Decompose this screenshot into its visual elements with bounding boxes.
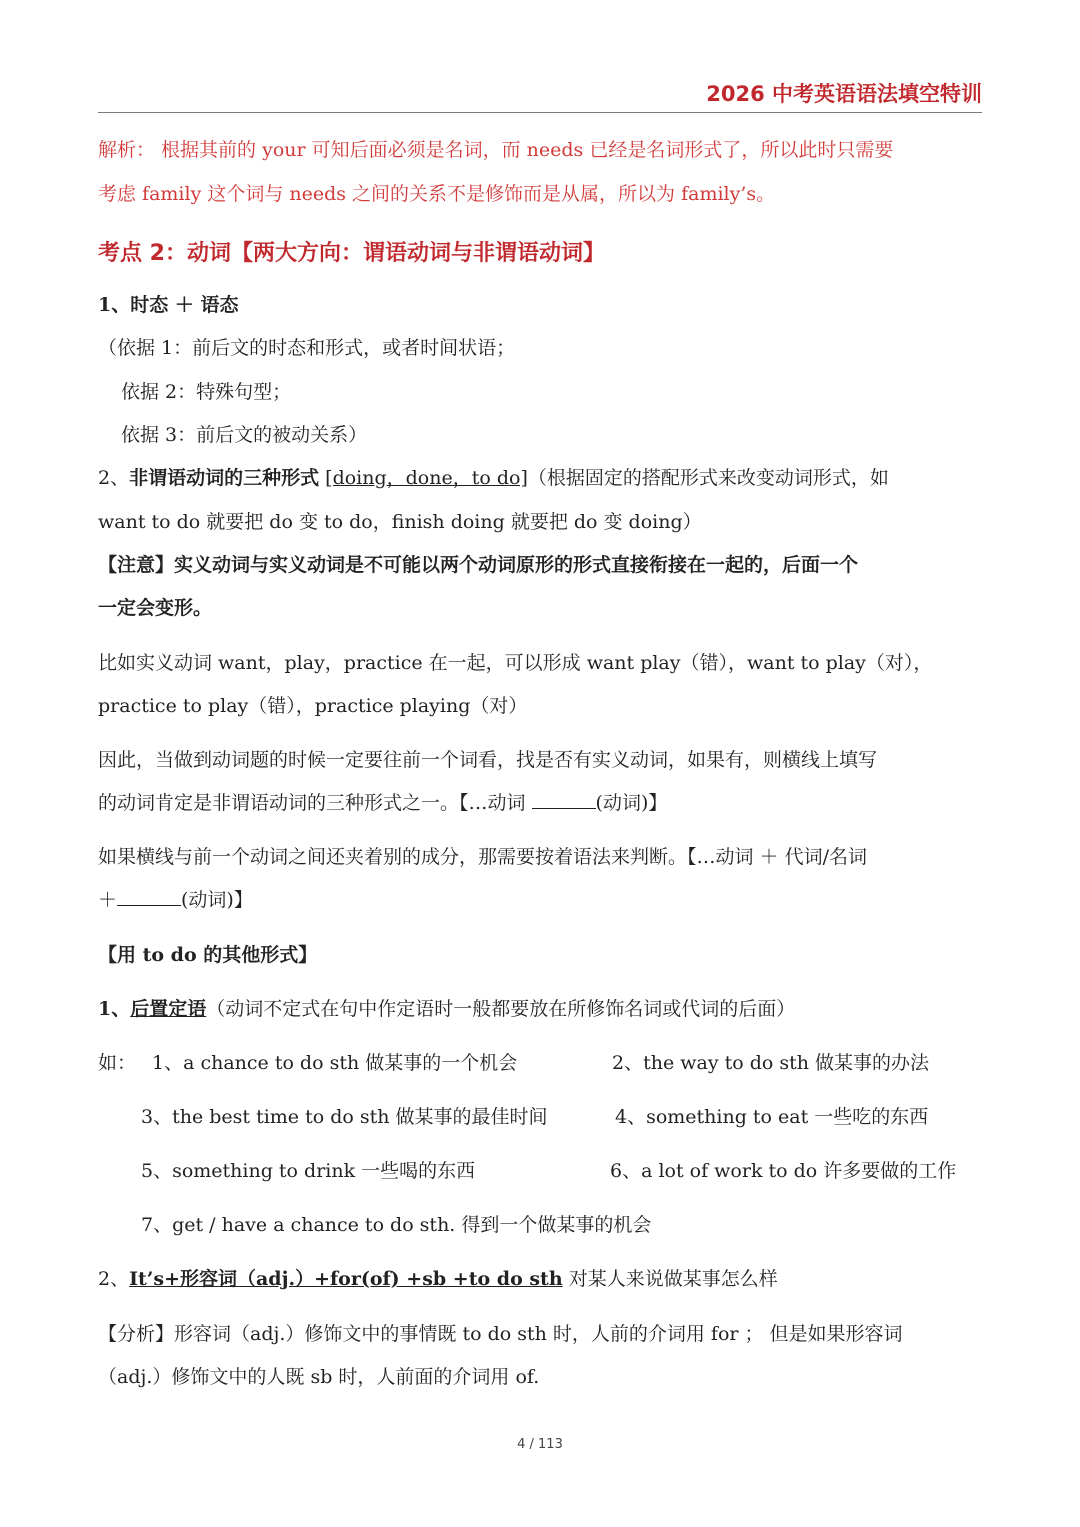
eg-label: 如： [98,1052,137,1074]
page-number: 4 / 113 [517,1437,563,1452]
example-line-1: 比如实义动词 want，play，practice 在一起，可以形成 want play（错），want to play（对）， [98,652,933,674]
header-divider [98,112,982,113]
nonfinite-forms: [doing，done，to do] [325,467,528,489]
its-title: It’s+形容词（adj.）+for(of) +sb +to do sth [129,1268,563,1290]
fill-blank [117,887,181,906]
nonfinite-line-1 [98,464,889,492]
tense-heading: 1、时态 ＋ 语态 [98,294,239,316]
tense-basis-1: （依据 1：前后文的时态和形式，或者时间状语； [98,337,516,359]
therefore-text: 的动词肯定是非谓语动词的三种形式之一。【…动词 [98,792,532,814]
note-line-1: 【注意】实义动词与实义动词是不可能以两个动词原形的形式直接衔接在一起的，后面一个 [98,554,859,576]
tense-basis-3: 依据 3：前后文的被动关系） [121,424,368,446]
note-line-2: 一定会变形。 [98,597,213,619]
ifsep-line-1: 如果横线与前一个动词之间还夹着别的成分，那需要按着语法来判断。【…动词 ＋ 代词/名词 [98,846,867,868]
therefore-line-2 [98,789,667,817]
therefore-line-1: 因此，当做到动词题的时候一定要往前一个词看，找是否有实义动词，如果有，则横线上填写 [98,749,878,771]
list-item: 3、the best time to do sth 做某事的最佳时间 [141,1106,548,1128]
list-item: 2、the way to do sth 做某事的办法 [612,1052,930,1074]
analysis-note-line-2: （adj.）修饰文中的人既 sb 时，人前面的介词用 of. [98,1366,540,1388]
nonfinite-heading: 非谓语动词的三种形式 [129,467,320,489]
list-item: 5、something to drink 一些喝的东西 [141,1160,476,1182]
nonfinite-prefix: 2、 [98,467,130,489]
its-line [98,1265,778,1293]
todo-heading: 【用 to do 的其他形式】 [98,944,318,966]
ifsep-tail: (动词)】 [181,889,253,911]
section-2-title: 考点 2：动词【两大方向：谓语动词与非谓语动词】 [98,241,605,266]
tense-basis-2: 依据 2：特殊句型； [121,381,292,403]
list-item: 7、get / have a chance to do sth. 得到一个做某事的机会 [141,1214,652,1236]
ifsep-line-2 [98,886,253,914]
list-item: 6、a lot of work to do 许多要做的工作 [610,1160,957,1182]
analysis-note-line-1: 【分析】形容词（adj.）修饰文中的事情既 to do sth 时，人前的介词用 for ； 但是如果形容词 [98,1323,903,1345]
list-item: 4、something to eat 一些吃的东西 [615,1106,929,1128]
postmodifier-line [98,995,795,1023]
example-line-2: practice to play（错），practice playing（对） [98,695,528,717]
postmodifier-prefix: 1、 [98,998,131,1020]
ifsep-plus: ＋ [98,889,118,911]
analysis-line-1: 解析： 根据其前的 your 可知后面必须是名词，而 needs 已经是名词形式了，所以此时只需要 [98,139,894,161]
nonfinite-desc: （根据固定的搭配形式来改变动词形式，如 [527,467,889,489]
therefore-tail: (动词)】 [595,792,668,814]
analysis-line-2: 考虑 family 这个词与 needs 之间的关系不是修饰而是从属，所以为 family’s。 [98,183,776,205]
fill-blank [532,790,596,809]
header-title: 2026 中考英语语法填空特训 [706,82,982,106]
list-item: 1、a chance to do sth 做某事的一个机会 [152,1052,518,1074]
its-prefix: 2、 [98,1268,130,1290]
its-desc: 对某人来说做某事怎么样 [562,1268,778,1290]
postmodifier-title: 后置定语 [130,998,207,1020]
postmodifier-desc: （动词不定式在句中作定语时一般都要放在所修饰名词或代词的后面） [206,998,796,1020]
nonfinite-line-2: want to do 就要把 do 变 to do，finish doing 就要把 do 变 doing） [98,511,702,533]
